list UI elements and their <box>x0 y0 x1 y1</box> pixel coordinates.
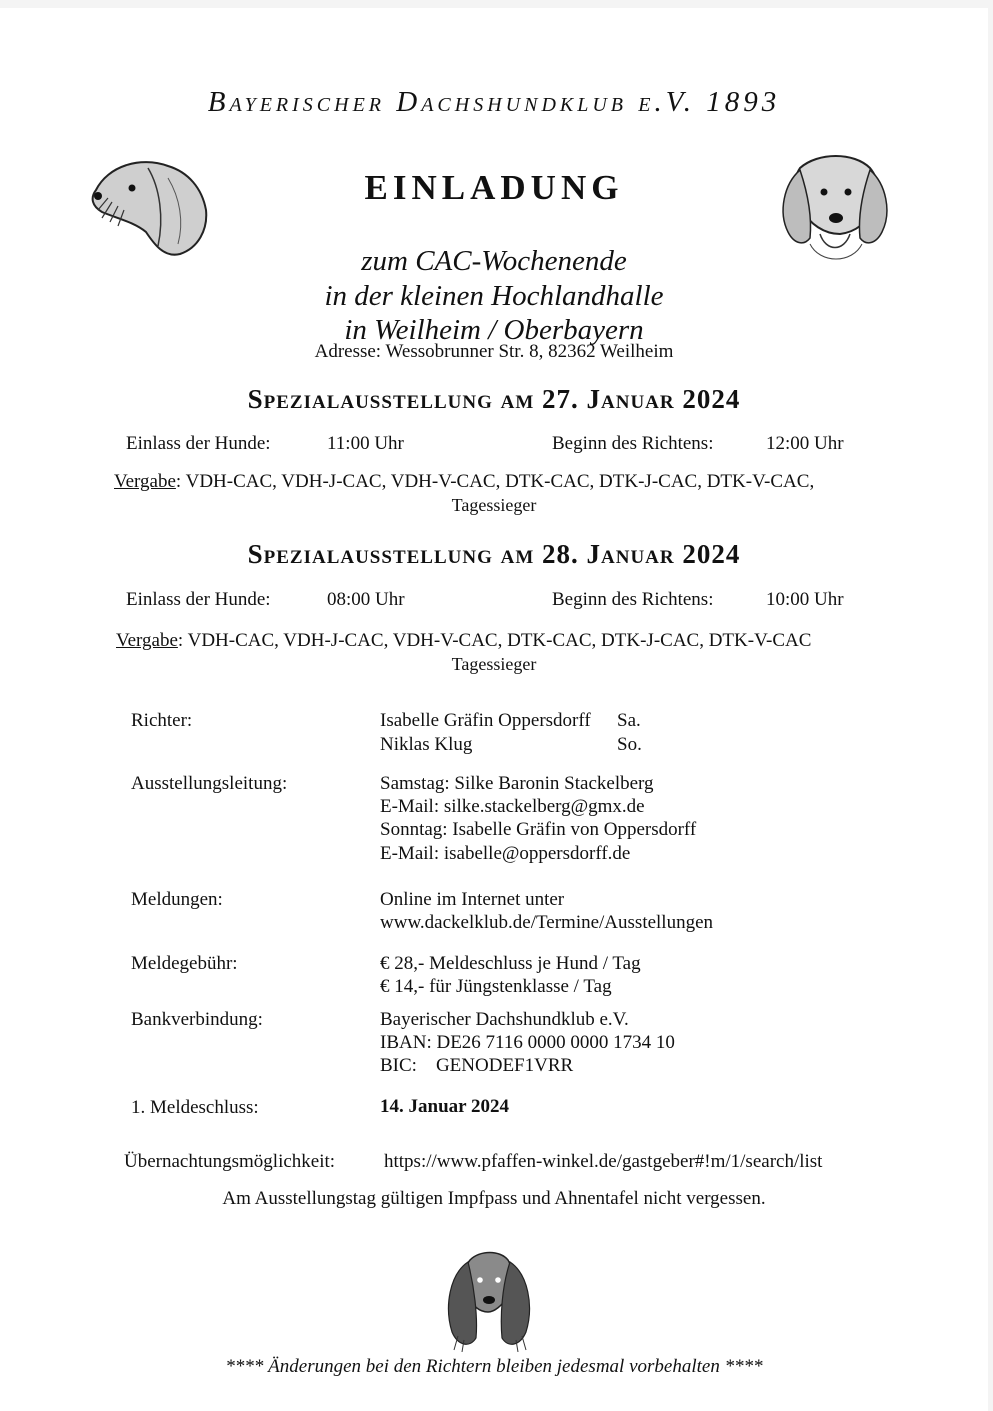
judges-label: Richter: <box>131 710 193 731</box>
show-heading-2: Spezialausstellung am 28. Januar 2024 <box>247 539 741 569</box>
fee-label: Meldegebühr: <box>131 953 238 974</box>
reminder-text: Am Ausstellungstag gültigen Impfpass und Ahnentafel nicht vergessen. <box>222 1188 766 1209</box>
show-2-awards-line2: Tagessieger <box>451 654 537 674</box>
entries-line-1: Online im Internet unter <box>380 889 565 910</box>
subtitle-line-3: in Weilheim / Oberbayern <box>344 314 644 346</box>
show-1-awards-line2: Tagessieger <box>451 495 537 515</box>
show-1-awards <box>114 471 814 493</box>
footer-note: **** Änderungen bei den Richtern bleiben jedesmal vorbehalten **** <box>225 1356 763 1377</box>
show-1-entry-time: 11:00 Uhr <box>327 433 404 454</box>
venue-address: Adresse: Wessobrunner Str. 8, 82362 Weilheim <box>314 341 674 362</box>
fee-line-2: € 14,- für Jüngstenklasse / Tag <box>380 976 612 997</box>
leadership-line-1: Samstag: Silke Baronin Stackelberg <box>380 773 654 794</box>
fee-line-1: € 28,- Meldeschluss je Hund / Tag <box>380 953 641 974</box>
show-2-judging-label: Beginn des Richtens: <box>552 589 714 610</box>
subtitle-line-1: zum CAC-Wochenende <box>361 245 627 277</box>
show-2-entry-time: 08:00 Uhr <box>327 589 405 610</box>
judge-2-name: Niklas Klug <box>380 734 473 755</box>
entries-link: www.dackelklub.de/Termine/Ausstellungen <box>380 912 714 933</box>
show-2-judging-time: 10:00 Uhr <box>766 589 844 610</box>
bank-label: Bankverbindung: <box>131 1009 263 1030</box>
longhaired-dachshund-sketch-icon <box>440 1246 536 1352</box>
deadline-label: 1. Meldeschluss: <box>131 1097 259 1118</box>
invitation-title: EINLADUNG <box>364 168 624 207</box>
show-1-award-label: Vergabe <box>114 471 176 492</box>
show-2-entry-label: Einlass der Hunde: <box>126 589 271 610</box>
club-name: Bayerischer Dachshundklub e.V. 1893 <box>207 86 781 118</box>
lodging-label: Übernachtungsmöglichkeit: <box>124 1151 336 1172</box>
leadership-line-4: E-Mail: isabelle@oppersdorff.de <box>380 843 631 864</box>
show-1-judging-time: 12:00 Uhr <box>766 433 844 454</box>
judge-1-name: Isabelle Gräfin Oppersdorff <box>380 710 591 731</box>
show-1-award-list: : VDH-CAC, VDH-J-CAC, VDH-V-CAC, DTK-CAC, DTK-J-CAC, DTK-V-CAC, <box>175 471 815 492</box>
deadline-value: 14. Januar 2024 <box>380 1096 509 1117</box>
judge-1-day: Sa. <box>617 710 641 731</box>
show-2-award-label: Vergabe <box>116 630 178 651</box>
leadership-line-3: Sonntag: Isabelle Gräfin von Oppersdorff <box>380 819 697 840</box>
leadership-label: Ausstellungsleitung: <box>131 773 288 794</box>
lodging-url: https://www.pfaffen-winkel.de/gastgeber#!m/1/search/list <box>384 1151 823 1172</box>
bank-bic: BIC: GENODEF1VRR <box>380 1055 574 1076</box>
show-1-judging-label: Beginn des Richtens: <box>552 433 714 454</box>
entries-label: Meldungen: <box>131 889 223 910</box>
show-2-award-list: : VDH-CAC, VDH-J-CAC, VDH-V-CAC, DTK-CAC, DTK-J-CAC, DTK-V-CAC <box>177 630 812 651</box>
judge-2-day: So. <box>617 734 642 755</box>
show-2-awards <box>116 630 811 652</box>
show-1-entry-label: Einlass der Hunde: <box>126 433 271 454</box>
bank-iban: IBAN: DE26 7116 0000 0000 1734 10 <box>380 1032 675 1053</box>
show-heading-1: Spezialausstellung am 27. Januar 2024 <box>247 384 741 414</box>
leadership-line-2: E-Mail: silke.stackelberg@gmx.de <box>380 796 645 817</box>
invitation-page <box>0 8 988 1411</box>
bank-line-1: Bayerischer Dachshundklub e.V. <box>380 1009 629 1030</box>
subtitle-line-2: in der kleinen Hochlandhalle <box>324 280 664 312</box>
